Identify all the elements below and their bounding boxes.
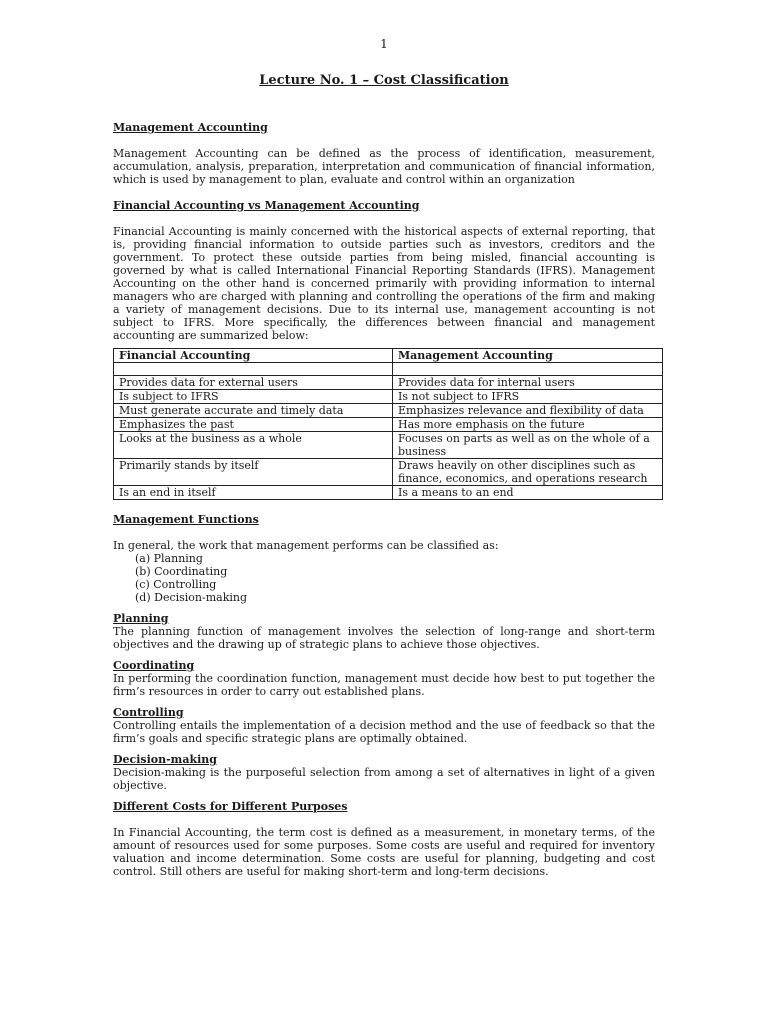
list-item: (c) Controlling bbox=[135, 578, 217, 591]
table-row-empty bbox=[114, 363, 663, 376]
section-heading-decision-making: Decision-making bbox=[113, 753, 217, 766]
section-heading-management-accounting: Management Accounting bbox=[113, 121, 268, 134]
table-cell: Is a means to an end bbox=[393, 486, 663, 500]
table-row bbox=[114, 404, 663, 418]
section-heading-controlling: Controlling bbox=[113, 706, 184, 719]
table-row bbox=[114, 376, 663, 390]
section-heading-different-costs: Different Costs for Different Purposes bbox=[113, 800, 348, 813]
list-item: (b) Coordinating bbox=[135, 565, 228, 578]
table-header-financial: Financial Accounting bbox=[114, 349, 393, 363]
paragraph-management-accounting: Management Accounting can be defined as the process of identification, measurement, accumulation, analysis, preparation, interpretation and communication of financial information, which is used by management to plan, evaluate and control within an organization bbox=[113, 147, 655, 186]
table-cell: Has more emphasis on the future bbox=[393, 418, 663, 432]
table-cell: Primarily stands by itself bbox=[114, 459, 393, 486]
paragraph-planning: The planning function of management involves the selection of long-range and short-term objectives and the drawing up of strategic plans to achieve those objectives. bbox=[113, 625, 655, 651]
table-row bbox=[114, 486, 663, 500]
table-cell: Emphasizes relevance and flexibility of data bbox=[393, 404, 663, 418]
paragraph-coordinating: In performing the coordination function, management must decide how best to put together the firm’s resources in order to carry out established plans. bbox=[113, 672, 655, 698]
table-cell: Provides data for internal users bbox=[393, 376, 663, 390]
table-cell: Is an end in itself bbox=[114, 486, 393, 500]
page-number: 1 bbox=[380, 37, 388, 51]
table-row bbox=[114, 459, 663, 486]
paragraph-controlling: Controlling entails the implementation of a decision method and the use of feedback so that the firm’s goals and specific strategic plans are optimally obtained. bbox=[113, 719, 655, 745]
list-item: (d) Decision-making bbox=[135, 591, 248, 604]
paragraph-decision-making: Decision-making is the purposeful selection from among a set of alternatives in light of a given objective. bbox=[113, 766, 655, 792]
table-header-row bbox=[114, 349, 663, 363]
table-row bbox=[114, 432, 663, 459]
table-cell: Looks at the business as a whole bbox=[114, 432, 393, 459]
table-header-management: Management Accounting bbox=[393, 349, 663, 363]
table-cell: Provides data for external users bbox=[114, 376, 393, 390]
section-heading-coordinating: Coordinating bbox=[113, 659, 195, 672]
table-cell: Draws heavily on other disciplines such as finance, economics, and operations research bbox=[393, 459, 663, 486]
paragraph-management-functions-intro: In general, the work that management performs can be classified as: bbox=[113, 539, 499, 552]
list-item: (a) Planning bbox=[135, 552, 203, 565]
comparison-table bbox=[113, 348, 663, 500]
paragraph-different-costs: In Financial Accounting, the term cost is defined as a measurement, in monetary terms, of the amount of resources used for some purposes. Some costs are useful and required for inventory valuation and income determination. Some costs are useful for planning, budgeting and cost control. Still others are useful for making short-term and long-term decisions. bbox=[113, 826, 655, 878]
table-cell: Is not subject to IFRS bbox=[393, 390, 663, 404]
section-heading-fa-vs-ma: Financial Accounting vs Management Accounting bbox=[113, 199, 420, 212]
document-body bbox=[113, 121, 655, 878]
table-cell: Emphasizes the past bbox=[114, 418, 393, 432]
table-cell: Must generate accurate and timely data bbox=[114, 404, 393, 418]
page-title: Lecture No. 1 – Cost Classification bbox=[259, 73, 509, 88]
section-heading-management-functions: Management Functions bbox=[113, 513, 259, 526]
management-functions-list bbox=[113, 552, 655, 604]
section-heading-planning: Planning bbox=[113, 612, 169, 625]
table-cell: Focuses on parts as well as on the whole of a business bbox=[393, 432, 663, 459]
paragraph-fa-vs-ma: Financial Accounting is mainly concerned with the historical aspects of external reporting, that is, providing financial information to outside parties such as investors, creditors and the government. To protect these outside parties from being misled, financial accounting is governed by what is called International Financial Reporting Standards (IFRS). Management Accounting on the other hand is concerned primarily with providing information to internal managers who are charged with planning and controlling the operations of the firm and making a variety of management decisions. Due to its internal use, management accounting is not subject to IFRS. More specifically, the differences between financial and management accounting are summarized below: bbox=[113, 225, 655, 342]
table-row bbox=[114, 418, 663, 432]
table-row bbox=[114, 390, 663, 404]
table-cell: Is subject to IFRS bbox=[114, 390, 393, 404]
